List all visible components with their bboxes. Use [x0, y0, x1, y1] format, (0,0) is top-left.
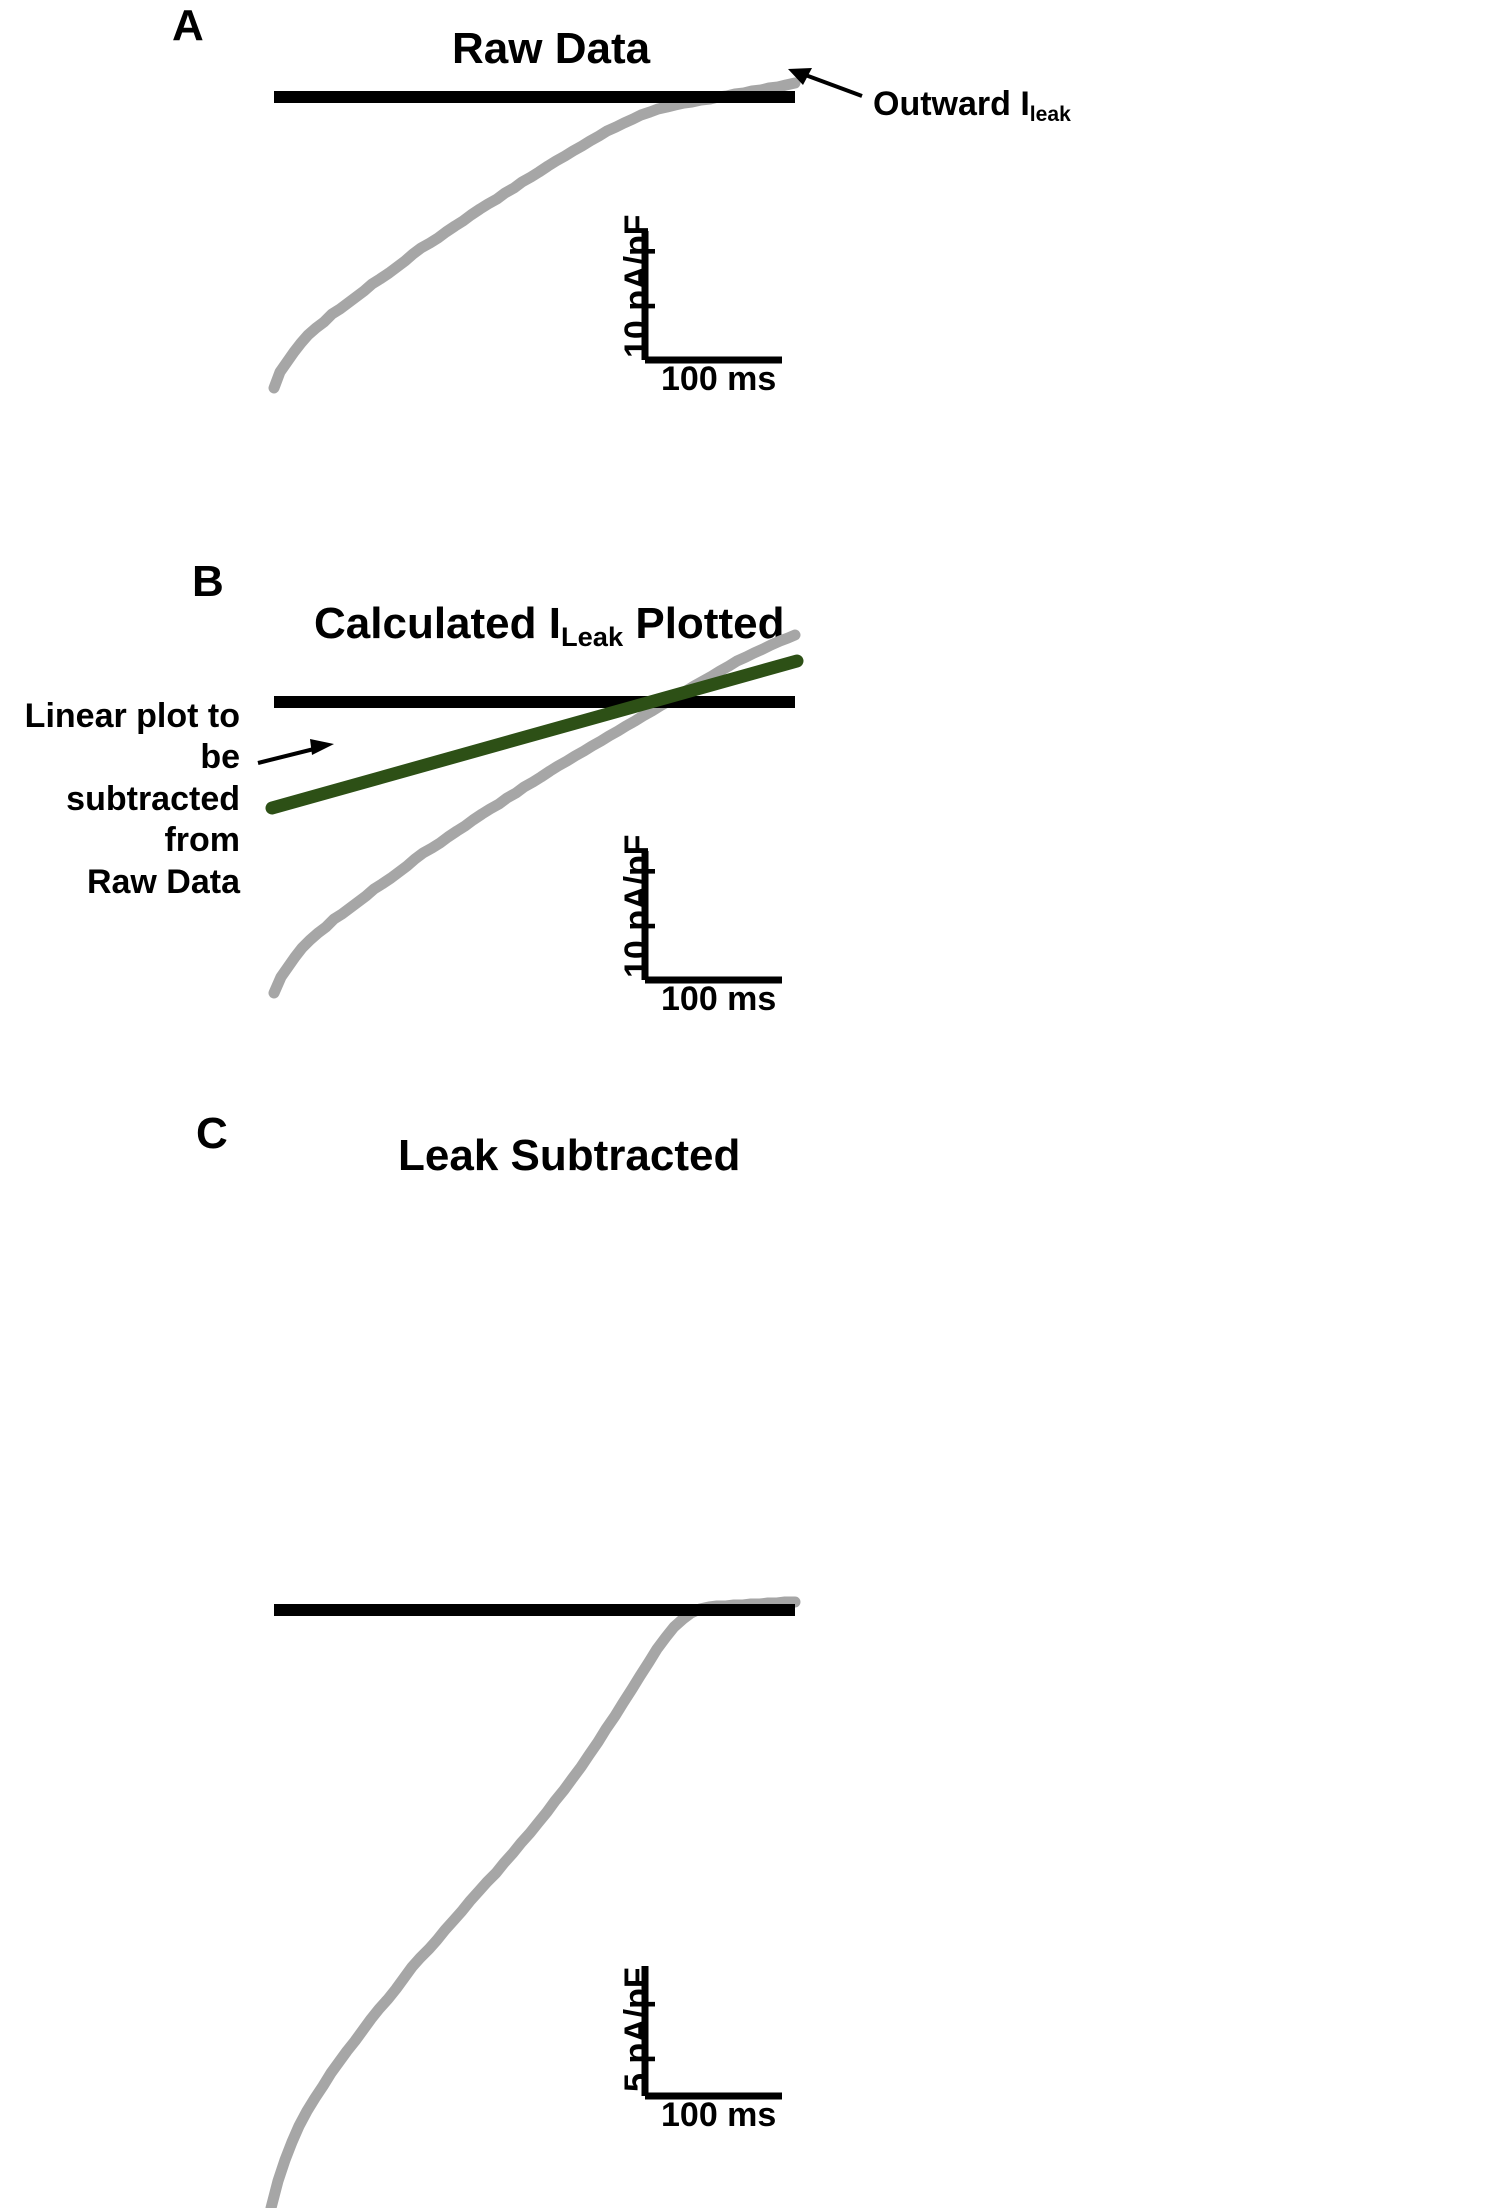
panel-a-annotation-sub: leak [1029, 102, 1071, 126]
panel-b-title-sub: Leak [560, 620, 624, 652]
panel-c-title: Leak Subtracted [398, 1131, 741, 1180]
linear-plot-arrow-icon [258, 739, 334, 763]
trace-raw-current [274, 83, 795, 388]
panel-a-annotation [873, 84, 1071, 125]
panel-b-scale-y-label: 10 pA/pF [618, 834, 656, 978]
panel-b-annotation-line1: Linear plot to be [24, 697, 240, 777]
panel-c-scale-x-label: 100 ms [661, 2096, 777, 2134]
panel-c-scale-y-label: 5 pA/pF [618, 1967, 656, 2092]
panel-b [0, 556, 1504, 1136]
panel-b-title-post: Plotted [623, 599, 785, 648]
panel-b-annotation [0, 696, 240, 903]
panel-a-title: Raw Data [452, 24, 651, 73]
panel-c-letter: C [196, 1109, 228, 1158]
panel-b-scale-x-label: 100 ms [661, 980, 777, 1018]
scalebar-a [645, 231, 782, 360]
panel-b-letter: B [192, 557, 224, 606]
scalebar-b [645, 851, 782, 980]
panel-c [0, 1096, 1504, 2208]
panel-a-letter: A [172, 1, 204, 50]
panel-b-annotation-line2: subtracted from [66, 779, 240, 860]
panel-c-plot [0, 1096, 1504, 2208]
scalebar-c [645, 1966, 782, 2096]
panel-a-scale-y-label: 10 pA/pF [618, 214, 656, 358]
panel-b-title-pre: Calculated I [314, 599, 561, 648]
panel-a-scale-x-label: 100 ms [661, 360, 777, 398]
panel-a-annotation-text: Outward I [873, 85, 1030, 123]
panel-b-annotation-line3: Raw Data [86, 862, 240, 901]
